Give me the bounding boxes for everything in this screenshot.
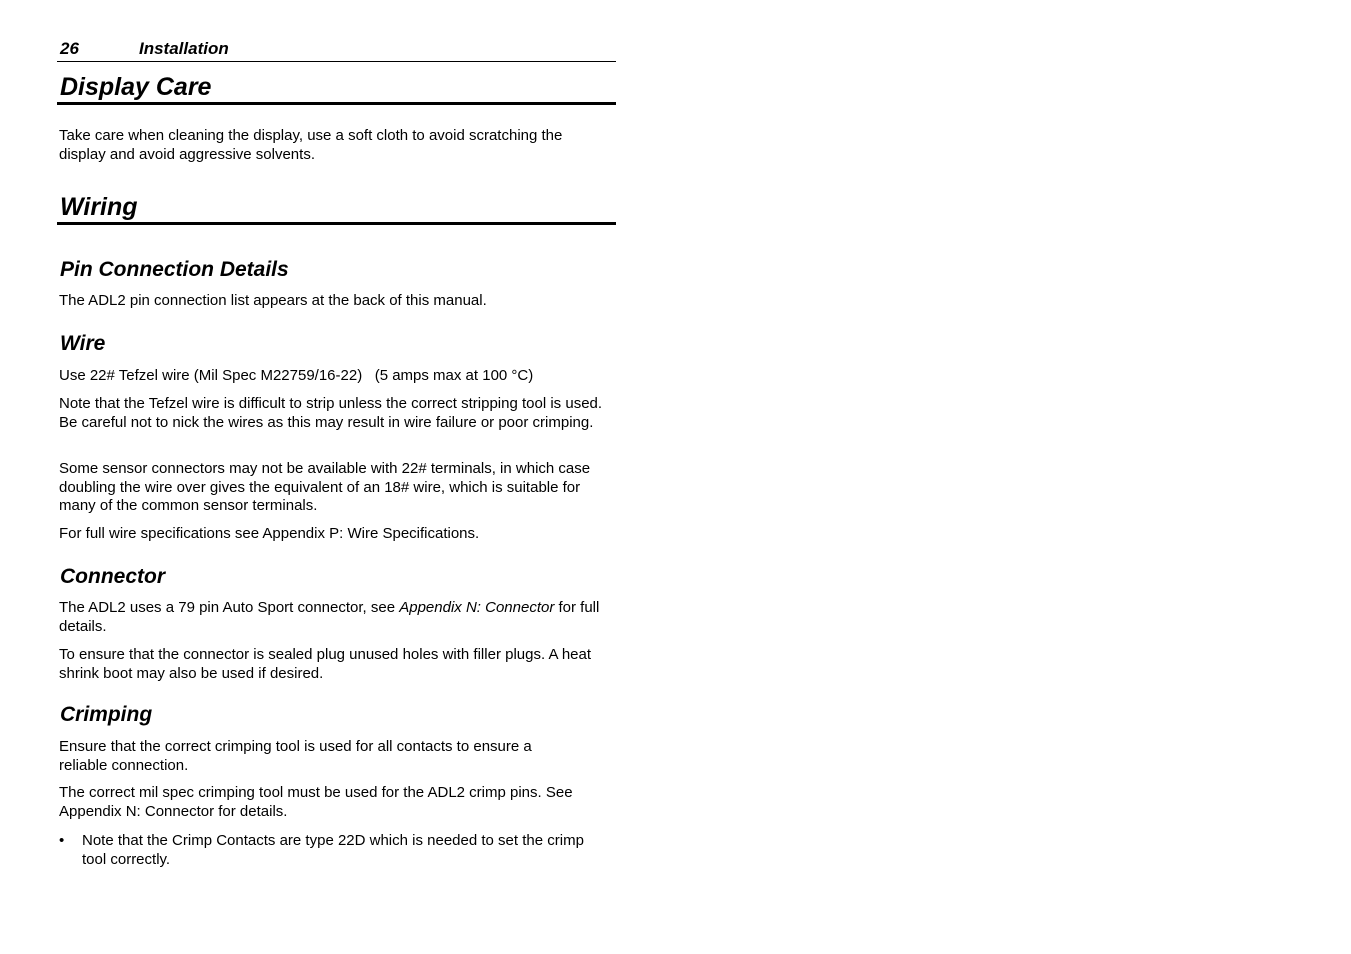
connector-appendix-ref: Appendix N: Connector xyxy=(399,599,555,616)
connector-text-start: The ADL2 uses a 79 pin Auto Sport connector, see xyxy=(59,599,400,616)
wire-doubling-note: Some sensor connectors may not be available with 22# terminals, in which case doubling the wire over gives the equivalent of an 18# wire, which is suitable for many of the common sensor terminals. xyxy=(59,460,591,514)
page-number: 26 xyxy=(60,39,79,58)
chapter-title: Installation xyxy=(139,39,229,58)
connector-heading: Connector xyxy=(60,565,165,588)
running-header xyxy=(57,38,616,62)
bullet-dot: • xyxy=(59,832,65,849)
display-care-text: Take care when cleaning the display, use a soft cloth to avoid scratching the display and avoid aggressive solvents. xyxy=(59,127,563,163)
pin-connection-text: The ADL2 pin connection list appears at the back of this manual. xyxy=(59,292,487,309)
wiring-heading: Wiring xyxy=(57,192,616,225)
wire-heading: Wire xyxy=(60,332,106,355)
crimping-milspec-text: The correct mil spec crimping tool must be used for the ADL2 crimp pins. See Appendix N: Connector for details. xyxy=(59,784,573,820)
connector-seal-text: To ensure that the connector is sealed plug unused holes with filler plugs. A heat shrink boot may also be used if desired. xyxy=(59,646,592,682)
crimp-contacts-text: Note that the Crimp Contacts are type 22D which is needed to set the crimp tool correctly. xyxy=(82,832,584,868)
wire-spec-reference: For full wire specifications see Appendix P: Wire Specifications. xyxy=(59,525,480,542)
wire-spec-text: Use 22# Tefzel wire (Mil Spec M22759/16-22) (5 amps max at 100 °C) xyxy=(59,367,534,384)
display-care-heading: Display Care xyxy=(57,72,616,105)
connector-text xyxy=(59,599,604,636)
crimping-heading: Crimping xyxy=(60,703,153,726)
pin-connection-heading: Pin Connection Details xyxy=(60,258,289,281)
connector-text-end: for full details. xyxy=(59,599,600,635)
crimping-tool-text: Ensure that the correct crimping tool is used for all contacts to ensure a reliable connection. xyxy=(59,738,532,774)
wire-strip-note: Note that the Tefzel wire is difficult to strip unless the correct stripping tool is used. Be careful not to nick the wires as this may result in wire failure or poor crimping. xyxy=(59,395,603,431)
